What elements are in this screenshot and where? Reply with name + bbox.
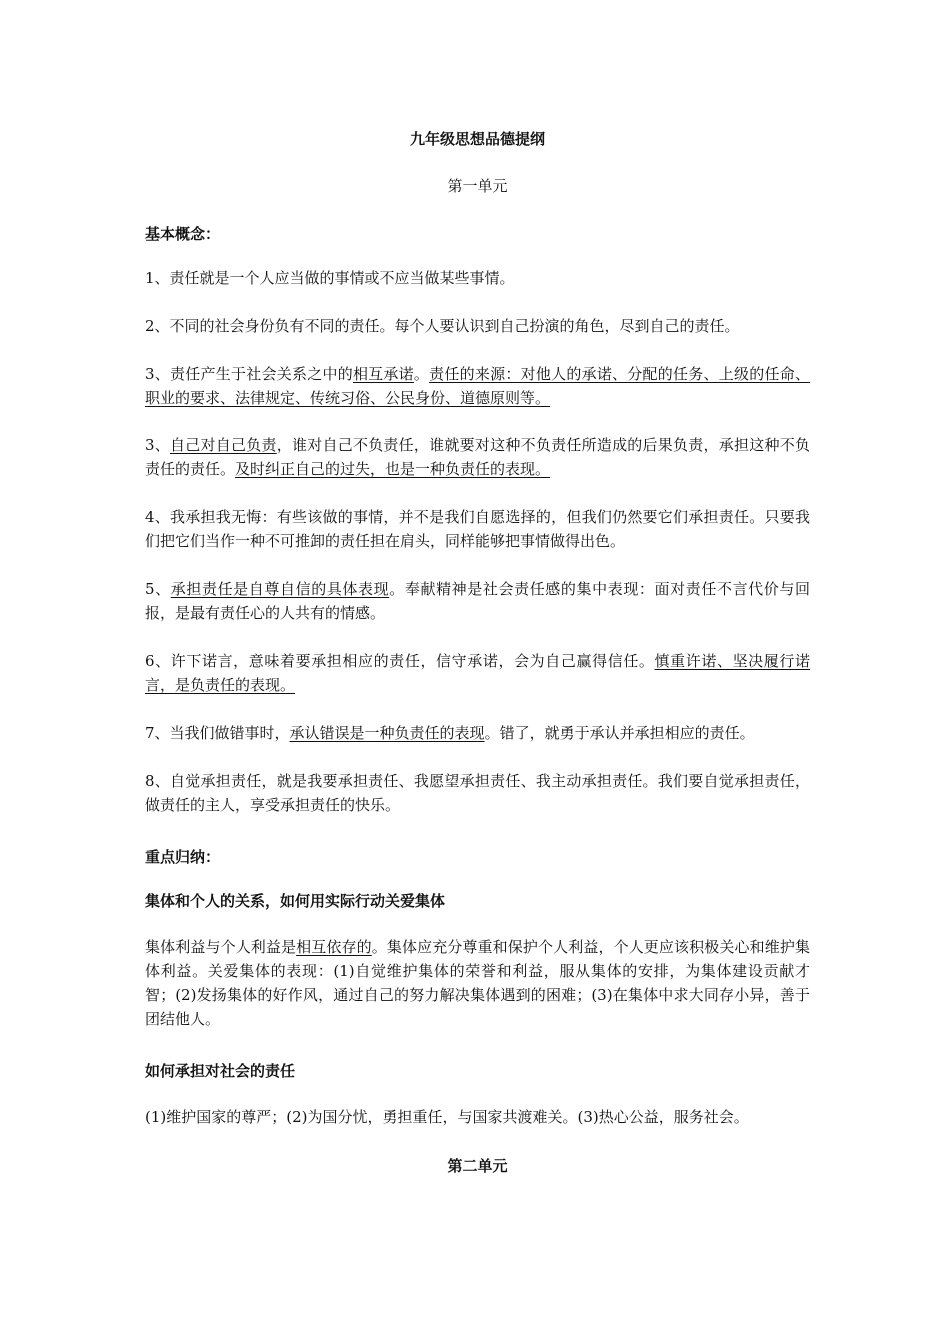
society-paragraph bbox=[145, 1105, 810, 1129]
paragraph-text: 。奉献精神是社会责任感的集中表现：面对责任不言代价与回报，是最有责任心的人共有的情感。 bbox=[145, 580, 810, 622]
paragraph-text: 4、我承担我无悔：有些该做的事情，并不是我们自愿选择的，但我们仍然要它们承担责任。只要我们把它们当作一种不可推卸的责任担在肩头，同样能够把事情做得出色。 bbox=[145, 508, 810, 550]
paragraph-text: 。错了，就勇于承认并承担相应的责任。 bbox=[484, 724, 755, 742]
unit-two-heading: 第二单元 bbox=[447, 1157, 508, 1175]
society-subheading: 如何承担对社会的责任 bbox=[145, 1062, 296, 1080]
concept-paragraph-8 bbox=[145, 721, 810, 745]
concept-paragraph-1 bbox=[145, 266, 810, 290]
underlined-term: 相互承诺 bbox=[352, 365, 414, 383]
collective-subheading: 集体和个人的关系，如何用实际行动关爱集体 bbox=[145, 892, 446, 910]
concept-paragraph-5 bbox=[145, 505, 810, 553]
concept-paragraph-9 bbox=[145, 769, 810, 817]
document-title: 九年级思想品德提纲 bbox=[409, 130, 545, 148]
paragraph-text: 3、 bbox=[145, 436, 171, 454]
concept-paragraph-4 bbox=[145, 433, 810, 481]
paragraph-text: 7、当我们做错事时， bbox=[145, 724, 290, 742]
paragraph-text: 1、责任就是一个人应当做的事情或不应当做某些事情。 bbox=[145, 269, 515, 287]
underlined-term: 自己对自己负责 bbox=[170, 436, 277, 454]
underlined-term: 相互依存的 bbox=[296, 938, 372, 956]
paragraph-text: 3、责任产生于社会关系之中的 bbox=[145, 365, 353, 383]
paragraph-text: 6、许下诺言，意味着要承担相应的责任，信守承诺，会为自己赢得信任。 bbox=[145, 652, 655, 670]
underlined-phrase: 慎重许诺、坚决履行诺言，是负责任的表现。 bbox=[145, 652, 810, 694]
paragraph-text: 。 bbox=[413, 365, 430, 383]
concept-paragraph-3 bbox=[145, 362, 810, 410]
paragraph-text: 2、不同的社会身份负有不同的责任。每个人要认识到自己扮演的角色，尽到自己的责任。 bbox=[145, 317, 740, 335]
paragraph-text: (1)维护国家的尊严；(2)为国分忧，勇担重任，与国家共渡难关。(3)热心公益，服务社会。 bbox=[145, 1108, 749, 1126]
paragraph-text: ，谁对自己不负责任，谁就要对这种不负责任所造成的后果负责，承担这种不负责任的责任。 bbox=[145, 436, 810, 478]
paragraph-text: 。集体应充分尊重和保护个人利益，个人更应该积极关心和维护集体利益。关爱集体的表现：(1)自觉维护集体的荣誉和利益，服从集体的安排，为集体建设贡献才智；(2)发扬集体的好作风，通过自己的努力解决集体遇到的困难；(3)在集体中求大同存小异，善于团结他人。 bbox=[145, 938, 810, 1028]
concept-paragraph-6 bbox=[145, 577, 810, 625]
basic-concepts-heading: 基本概念： bbox=[145, 225, 221, 243]
paragraph-text: 5、 bbox=[145, 580, 171, 598]
key-points-heading: 重点归纳： bbox=[145, 848, 221, 866]
underlined-phrase: 承担责任是自尊自信的具体表现 bbox=[170, 580, 390, 598]
paragraph-text: 8、自觉承担责任，就是我要承担责任、我愿望承担责任、我主动承担责任。我们要自觉承担责任，做责任的主人，享受承担责任的快乐。 bbox=[145, 772, 810, 814]
concept-paragraph-2 bbox=[145, 314, 810, 338]
underlined-phrase: 承认错误是一种负责任的表现 bbox=[289, 724, 485, 742]
unit-one-heading: 第一单元 bbox=[447, 177, 508, 195]
collective-paragraph bbox=[145, 935, 810, 1031]
concept-paragraph-7 bbox=[145, 649, 810, 697]
paragraph-text: 集体利益与个人利益是 bbox=[145, 938, 297, 956]
underlined-phrase: 及时纠正自己的过失，也是一种负责任的表现。 bbox=[235, 460, 551, 478]
underlined-phrase: 责任的来源：对他人的承诺、分配的任务、上级的任命、职业的要求、法律规定、传统习俗、公民身份、道德原则等。 bbox=[145, 365, 810, 407]
